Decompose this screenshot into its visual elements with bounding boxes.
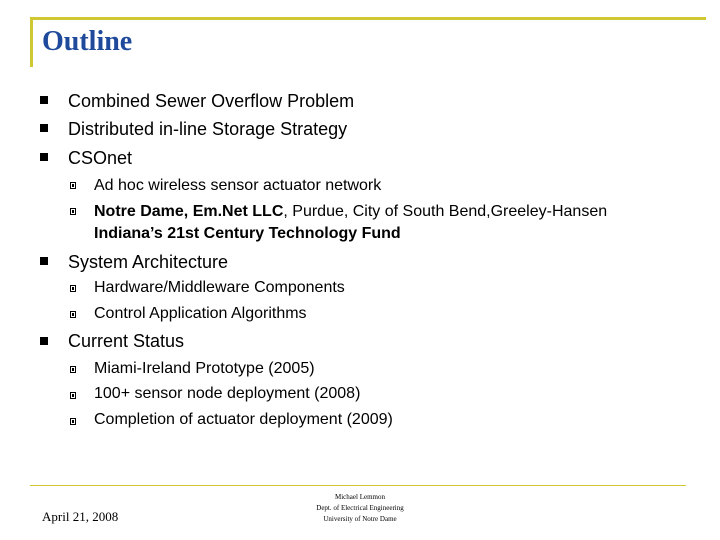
outline-item: System Architecture	[68, 252, 229, 272]
outline-subitem-partners	[94, 201, 607, 223]
hollow-square-bullet-icon	[70, 285, 76, 292]
hollow-square-bullet-icon	[70, 392, 76, 399]
outline-subitem: Hardware/Middleware Components	[94, 279, 345, 296]
outline-subitem: Completion of actuator deployment (2009)	[94, 411, 393, 428]
slide-title: Outline	[42, 26, 133, 57]
square-bullet-icon	[40, 124, 48, 132]
outline-subitem: 100+ sensor node deployment (2008)	[94, 385, 361, 402]
outline-subitem: Control Application Algorithms	[94, 305, 307, 322]
outline-item: Combined Sewer Overflow Problem	[68, 91, 355, 111]
title-frame-top-rule	[30, 17, 706, 20]
footer-university: University of Notre Dame	[323, 515, 397, 523]
outline-item: Current Status	[68, 331, 185, 351]
outline-subitem-continuation	[94, 223, 401, 245]
title-frame-left-rule	[30, 17, 33, 67]
hollow-square-bullet-icon	[70, 311, 76, 318]
square-bullet-icon	[40, 337, 48, 345]
hollow-square-bullet-icon	[70, 208, 76, 215]
partner-rest: , Purdue, City of South Bend,Greeley-Hansen	[283, 203, 608, 220]
square-bullet-icon	[40, 257, 48, 265]
footer-department: Dept. of Electrical Engineering	[316, 504, 404, 512]
hollow-square-bullet-icon	[70, 182, 76, 189]
footer-date: April 21, 2008	[42, 509, 119, 524]
partner-highlight: Notre Dame, Em.Net LLC	[94, 203, 284, 220]
outline-item: CSOnet	[68, 148, 133, 168]
footer-author: Michael Lemmon	[335, 493, 385, 501]
outline-subitem: Ad hoc wireless sensor actuator network	[94, 177, 382, 194]
funding-label: Indiana’s 21st Century Technology Fund	[94, 225, 401, 242]
square-bullet-icon	[40, 96, 48, 104]
square-bullet-icon	[40, 153, 48, 161]
footer-credit	[280, 492, 440, 525]
hollow-square-bullet-icon	[70, 366, 76, 373]
hollow-square-bullet-icon	[70, 418, 76, 425]
outline-item: Distributed in-line Storage Strategy	[68, 119, 348, 139]
outline-subitem: Miami-Ireland Prototype (2005)	[94, 360, 315, 377]
footer-rule	[30, 485, 686, 486]
